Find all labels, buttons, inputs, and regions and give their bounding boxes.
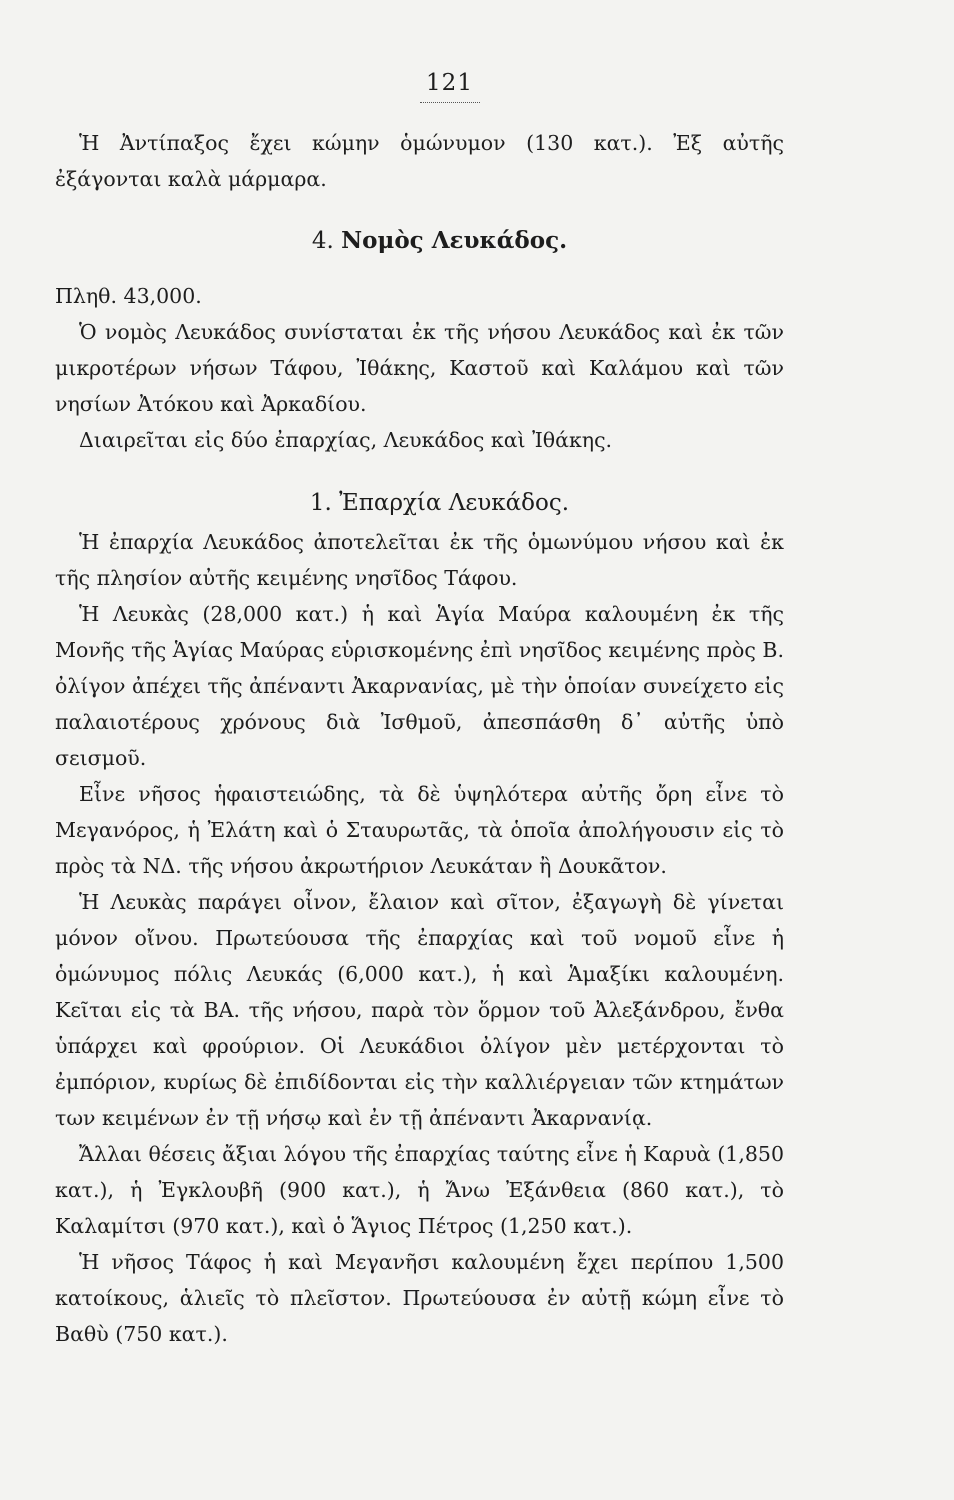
page-number: 121 (426, 70, 473, 96)
subsection-heading: 1. Ἐπαρχία Λευκάδος. (309, 490, 570, 516)
population-line: Πληθ. 43,000. (55, 284, 202, 308)
section-number: 4. (311, 228, 334, 254)
subsection-paragraph-1: Ἡ ἐπαρχία Λευκάδος ἀποτελεῖται ἐκ τῆς ὁμωνύμου νήσου καὶ ἐκ τῆς πλησίον αὐτῆς κειμένης νησῖδος Τάφου. (55, 530, 784, 590)
subsection-paragraph-3: Εἶνε νῆσος ἡφαιστειώδης, τὰ δὲ ὑψηλότερα αὐτῆς ὄρη εἶνε τὸ Μεγανόρος, ἡ Ἐλάτη καὶ ὁ Σταυρωτᾶς, τὰ ὁποῖα ἀπολήγουσιν εἰς τὸ πρὸς τὰ ΝΔ. τῆς νήσου ἀκρωτήριον Λευκάταν ἢ Δουκᾶτον. (55, 782, 784, 878)
subsection-paragraph-2: Ἡ Λευκὰς (28,000 κατ.) ἡ καὶ Ἁγία Μαύρα καλουμένη ἐκ τῆς Μονῆς τῆς Ἁγίας Μαύρας εὑρισκομένης ἐπὶ νησῖδος κειμένης πρὸς Β. ὀλίγον ἀπέχει τῆς ἀπέναντι Ἀκαρνανίας, μὲ τὴν ὁποίαν συνείχετο εἰς παλαιοτέρους χρόνους διὰ Ἰσθμοῦ, ἀπεσπάσθη δ᾽ αὐτῆς ὑπὸ σεισμοῦ. (55, 602, 784, 770)
subsection-paragraph-4: Ἡ Λευκὰς παράγει οἶνον, ἔλαιον καὶ σῖτον, ἐξαγωγὴ δὲ γίνεται μόνον οἴνου. Πρωτεύουσα τῆς ἐπαρχίας καὶ τοῦ νομοῦ εἶνε ἡ ὁμώνυμος πόλις Λευκάς (6,000 κατ.), ἡ καὶ Ἁμαξίκι καλουμένη. Κεῖται εἰς τὰ ΒΑ. τῆς νήσου, παρὰ τὸν ὅρμον τοῦ Ἀλεξάνδρου, ἔνθα ὑπάρχει καὶ φρούριον. Οἱ Λευκάδιοι ὀλίγον μὲν μετέρχονται τὸ ἐμπόριον, κυρίως δὲ ἐπιδίδονται εἰς τὴν καλλιέργειαν τῶν κτημάτων των κειμένων ἐν τῇ νήσῳ καὶ ἐν τῇ ἀπέναντι Ἀκαρνανίᾳ. (55, 890, 784, 1130)
subsection-paragraph-6: Ἡ νῆσος Τάφος ἡ καὶ Μεγανῆσι καλουμένη ἔχει περίπου 1,500 κατοίκους, ἁλιεῖς τὸ πλεῖστον. Πρωτεύουσα ἐν αὐτῇ κώμη εἶνε τὸ Βαθὺ (750 κατ.). (55, 1250, 784, 1346)
subsection-paragraph-5: Ἄλλαι θέσεις ἄξιαι λόγου τῆς ἐπαρχίας ταύτης εἶνε ἡ Καρυὰ (1,850 κατ.), ἡ Ἐγκλουβῆ (900 κατ.), ἡ Ἄνω Ἐξάνθεια (860 κατ.), τὸ Καλαμίτσι (970 κατ.), καὶ ὁ Ἅγιος Πέτρος (1,250 κατ.). (55, 1142, 784, 1238)
section-heading (95, 227, 784, 254)
section-paragraph-2: Διαιρεῖται εἰς δύο ἐπαρχίας, Λευκάδος καὶ Ἰθάκης. (79, 428, 613, 452)
intro-paragraph: Ἡ Ἀντίπαξος ἔχει κώμην ὁμώνυμον (130 κατ.). Ἐξ αὐτῆς ἐξάγονται καλὰ μάρμαρα. (55, 131, 784, 191)
page-number-rule (420, 102, 480, 103)
section-title: Νομὸς Λευκάδος. (341, 227, 568, 254)
section-paragraph-1: Ὁ νομὸς Λευκάδος συνίσταται ἐκ τῆς νήσου Λευκάδος καὶ ἐκ τῶν μικροτέρων νήσων Τάφου, Ἰθάκης, Καστοῦ καὶ Καλάμου καὶ τῶν νησίων Ἀτόκου καὶ Ἀρκαδίου. (55, 320, 784, 416)
